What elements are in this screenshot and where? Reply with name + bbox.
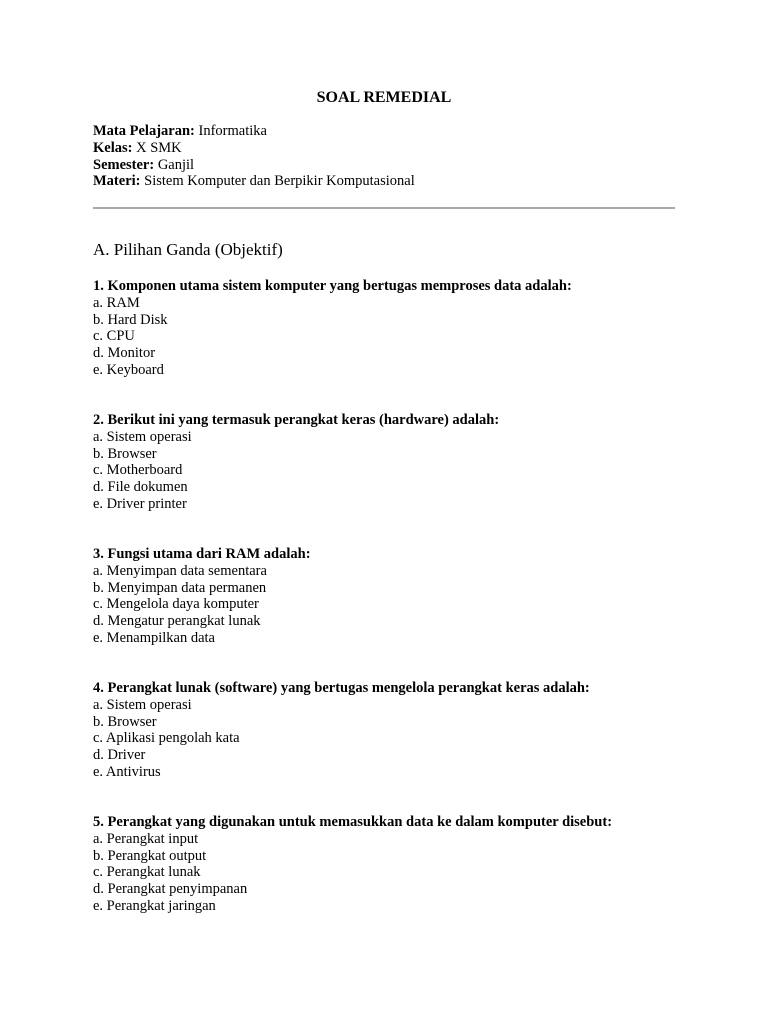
question-option: d. Monitor — [93, 345, 156, 362]
question-text: 1. Komponen utama sistem komputer yang bertugas memproses data adalah: — [93, 278, 572, 294]
question-option: e. Perangkat jaringan — [93, 897, 216, 914]
question-option: c. CPU — [93, 328, 135, 345]
question-option: c. Perangkat lunak — [93, 864, 201, 881]
meta-class — [93, 140, 675, 157]
question-text: 3. Fungsi utama dari RAM adalah: — [93, 546, 311, 562]
section-title: A. Pilihan Ganda (Objektif) — [93, 240, 283, 259]
question-option: d. Driver — [93, 747, 146, 764]
question-option: c. Aplikasi pengolah kata — [93, 730, 240, 747]
question-2 — [93, 412, 675, 513]
question-3 — [93, 546, 675, 647]
meta-value: Sistem Komputer dan Berpikir Komputasional — [140, 173, 415, 190]
meta-value: Ganjil — [154, 156, 195, 173]
document-meta — [93, 123, 675, 190]
question-option: b. Perangkat output — [93, 847, 207, 864]
question-option: b. Browser — [93, 445, 157, 462]
meta-value: Informatika — [194, 123, 267, 139]
question-option: b. Hard Disk — [93, 311, 168, 328]
question-option: a. Perangkat input — [93, 830, 199, 847]
question-option: a. RAM — [93, 294, 140, 311]
question-option: b. Menyimpan data permanen — [93, 579, 267, 596]
question-option: c. Motherboard — [93, 462, 183, 479]
meta-semester — [93, 157, 675, 174]
question-option: a. Menyimpan data sementara — [93, 562, 267, 579]
meta-label: Kelas: — [93, 139, 133, 156]
meta-value: X SMK — [132, 139, 182, 156]
document-title: SOAL REMEDIAL — [316, 89, 452, 106]
question-option: e. Menampilkan data — [93, 629, 215, 646]
question-option: b. Browser — [93, 713, 157, 730]
question-option: d. Mengatur perangkat lunak — [93, 613, 261, 630]
question-option: a. Sistem operasi — [93, 428, 192, 445]
question-option: c. Mengelola daya komputer — [93, 596, 259, 613]
question-4 — [93, 680, 675, 781]
question-option: e. Antivirus — [93, 763, 161, 780]
question-text: 5. Perangkat yang digunakan untuk memasukkan data ke dalam komputer disebut: — [93, 814, 613, 830]
meta-label: Semester: — [93, 156, 155, 173]
question-option: d. Perangkat penyimpanan — [93, 881, 248, 898]
meta-subject — [93, 123, 675, 140]
meta-label: Materi: — [93, 173, 141, 190]
horizontal-divider — [93, 207, 675, 209]
meta-label: Mata Pelajaran: — [93, 123, 195, 139]
question-5 — [93, 814, 675, 915]
question-text: 2. Berikut ini yang termasuk perangkat keras (hardware) adalah: — [93, 412, 500, 428]
question-option: a. Sistem operasi — [93, 696, 192, 713]
question-option: e. Keyboard — [93, 361, 164, 378]
question-text: 4. Perangkat lunak (software) yang bertugas mengelola perangkat keras adalah: — [93, 680, 590, 696]
question-option: d. File dokumen — [93, 479, 188, 496]
meta-topic — [93, 173, 675, 190]
question-option: e. Driver printer — [93, 495, 187, 512]
question-1 — [93, 278, 675, 379]
